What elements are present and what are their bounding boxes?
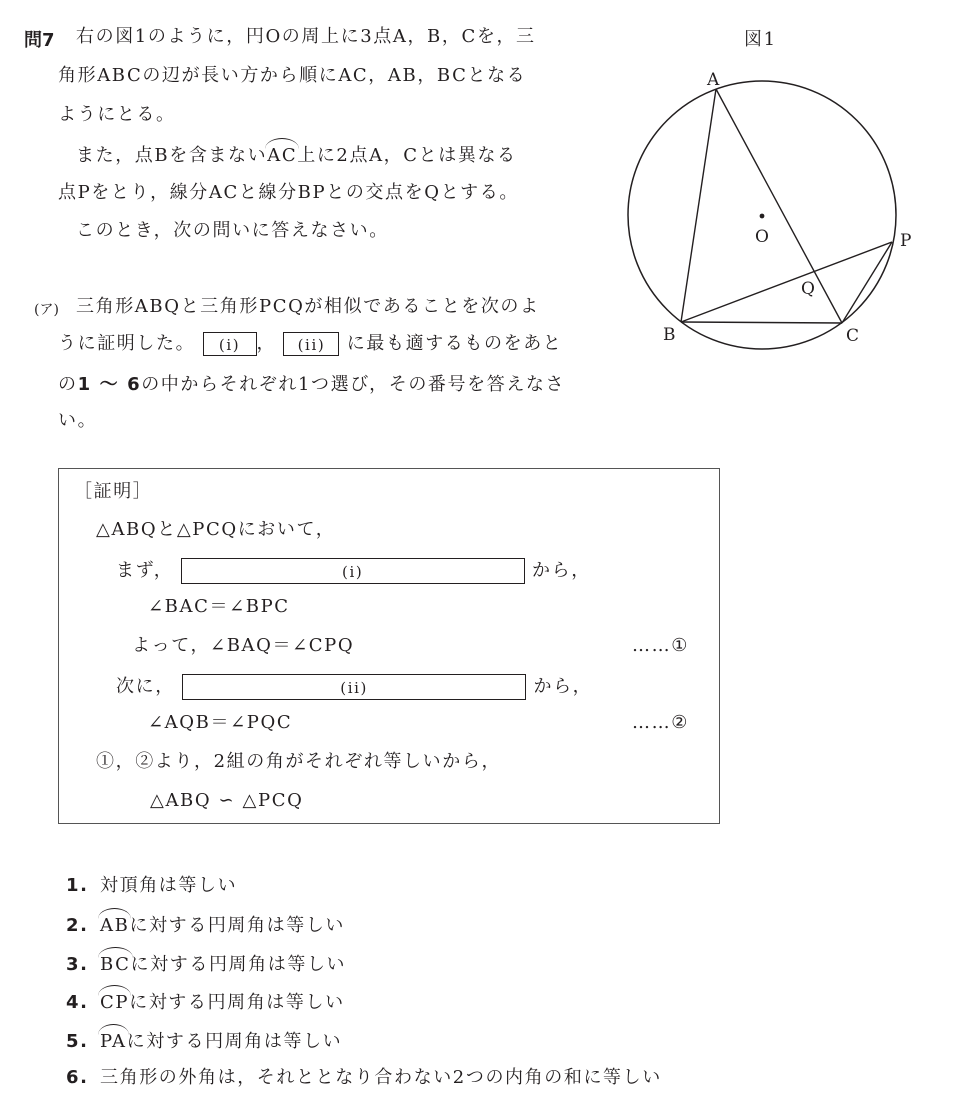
choice-item: [66, 914, 345, 936]
segment-cp: [842, 242, 892, 323]
segment-ac: [716, 89, 842, 323]
paragraph-2-line-1: [76, 144, 517, 166]
proof-line-8: △ABQ ∽ △PCQ: [150, 790, 304, 811]
proof-heading: ［証明］: [74, 481, 153, 502]
subquestion-label: (ア): [34, 302, 59, 318]
question-number: 問7: [24, 30, 55, 51]
choice-number: 6.: [66, 1067, 89, 1088]
choice-text: に対する円周角は等しい: [130, 953, 347, 975]
choice-arc-label: BC: [100, 953, 131, 975]
subquestion-line-3-text-b: の中からそれぞれ1つ選び，その番号を答えなさ: [141, 374, 566, 395]
choice-item: [66, 953, 346, 975]
blank-ii-box: (ii): [283, 332, 339, 356]
choice-item: [66, 991, 345, 1013]
choice-arc-label: CP: [100, 992, 130, 1014]
proof-blank-i: (i): [181, 558, 525, 584]
proof-mark-1: ……①: [632, 635, 689, 656]
choice-arc-label: PA: [100, 1030, 127, 1052]
subquestion-line-2-text-a: うに証明した。: [58, 333, 196, 354]
subquestion-line-2-text-b: に最も適するものをあと: [346, 333, 563, 354]
proof-line-3: ∠BAC＝∠BPC: [148, 596, 290, 617]
proof-line-6: ∠AQB＝∠PQC: [148, 712, 293, 733]
choice-item: [66, 876, 237, 896]
segment-ab: [681, 89, 716, 322]
intro-line-3: ようにとる。: [58, 104, 176, 125]
subquestion-line-3: [58, 375, 565, 395]
proof-line-5-pre: 次に，: [116, 676, 175, 697]
proof-mark-2: ……②: [632, 712, 689, 733]
choice-text: に対する円周角は等しい: [126, 1030, 343, 1052]
label-p: P: [900, 231, 912, 251]
subquestion-line-3-text-a: の: [58, 374, 78, 395]
choice-text: に対する円周角は等しい: [129, 992, 345, 1014]
choice-number: 1.: [66, 875, 89, 896]
paragraph-2-text-b: 上に2点A，Cとは異なる: [297, 145, 517, 166]
subquestion-line-1: 三角形ABQと三角形PCQが相似であることを次のよ: [76, 296, 540, 317]
proof-line-2-pre: まず，: [116, 560, 174, 581]
label-o: O: [755, 227, 769, 247]
paragraph-3: このとき，次の問いに答えなさい。: [76, 220, 389, 241]
intro-line-1: 右の図1のように，円Oの周上に3点A，B，Cを，三: [76, 26, 536, 47]
label-a: A: [707, 70, 720, 90]
segment-bc: [681, 322, 842, 323]
proof-line-5: [116, 674, 592, 700]
proof-line-7: ①，②より，2組の角がそれぞれ等しいから，: [96, 751, 502, 772]
choice-text: 対頂角は等しい: [100, 875, 238, 896]
proof-line-2-post: から，: [532, 560, 591, 581]
proof-line-4: よって，∠BAQ＝∠CPQ: [132, 635, 355, 656]
proof-line-1: △ABQと△PCQにおいて，: [96, 519, 336, 540]
choice-text: に対する円周角は等しい: [129, 915, 346, 937]
label-b: B: [663, 325, 676, 345]
arc-ac-label: AC: [267, 145, 298, 166]
choice-number: 2.: [66, 915, 89, 937]
intro-line-2: 角形ABCの辺が長い方から順にAC，AB，BCとなる: [58, 65, 527, 86]
blank-separator: ，: [256, 333, 277, 354]
proof-blank-ii: (ii): [182, 674, 526, 700]
choice-text: 三角形の外角は，それととなり合わない2つの内角の和に等しい: [100, 1067, 662, 1088]
blank-i-box: (i): [203, 332, 257, 356]
choice-number: 4.: [66, 992, 89, 1014]
subquestion-line-2: [58, 332, 562, 356]
choice-number: 5.: [66, 1030, 89, 1052]
paragraph-2-text-a: また，点Bを含まない: [76, 145, 268, 166]
center-point-o: [760, 214, 765, 219]
label-q: Q: [801, 279, 815, 299]
proof-line-5-post: から，: [533, 676, 593, 697]
subquestion-line-4: い。: [58, 410, 98, 431]
choice-range: 1 〜 6: [77, 374, 142, 395]
paragraph-2-line-2: 点Pをとり，線分ACと線分BPとの交点をQとする。: [58, 182, 519, 203]
label-c: C: [846, 326, 860, 346]
segment-bp: [681, 242, 892, 322]
choice-arc-label: AB: [100, 915, 130, 937]
choice-number: 3.: [66, 953, 89, 975]
proof-line-2: [116, 558, 591, 584]
choice-item: [66, 1030, 342, 1052]
figure-1-diagram: [610, 60, 940, 360]
figure-title: 図1: [744, 29, 777, 50]
choice-item: [66, 1068, 662, 1088]
